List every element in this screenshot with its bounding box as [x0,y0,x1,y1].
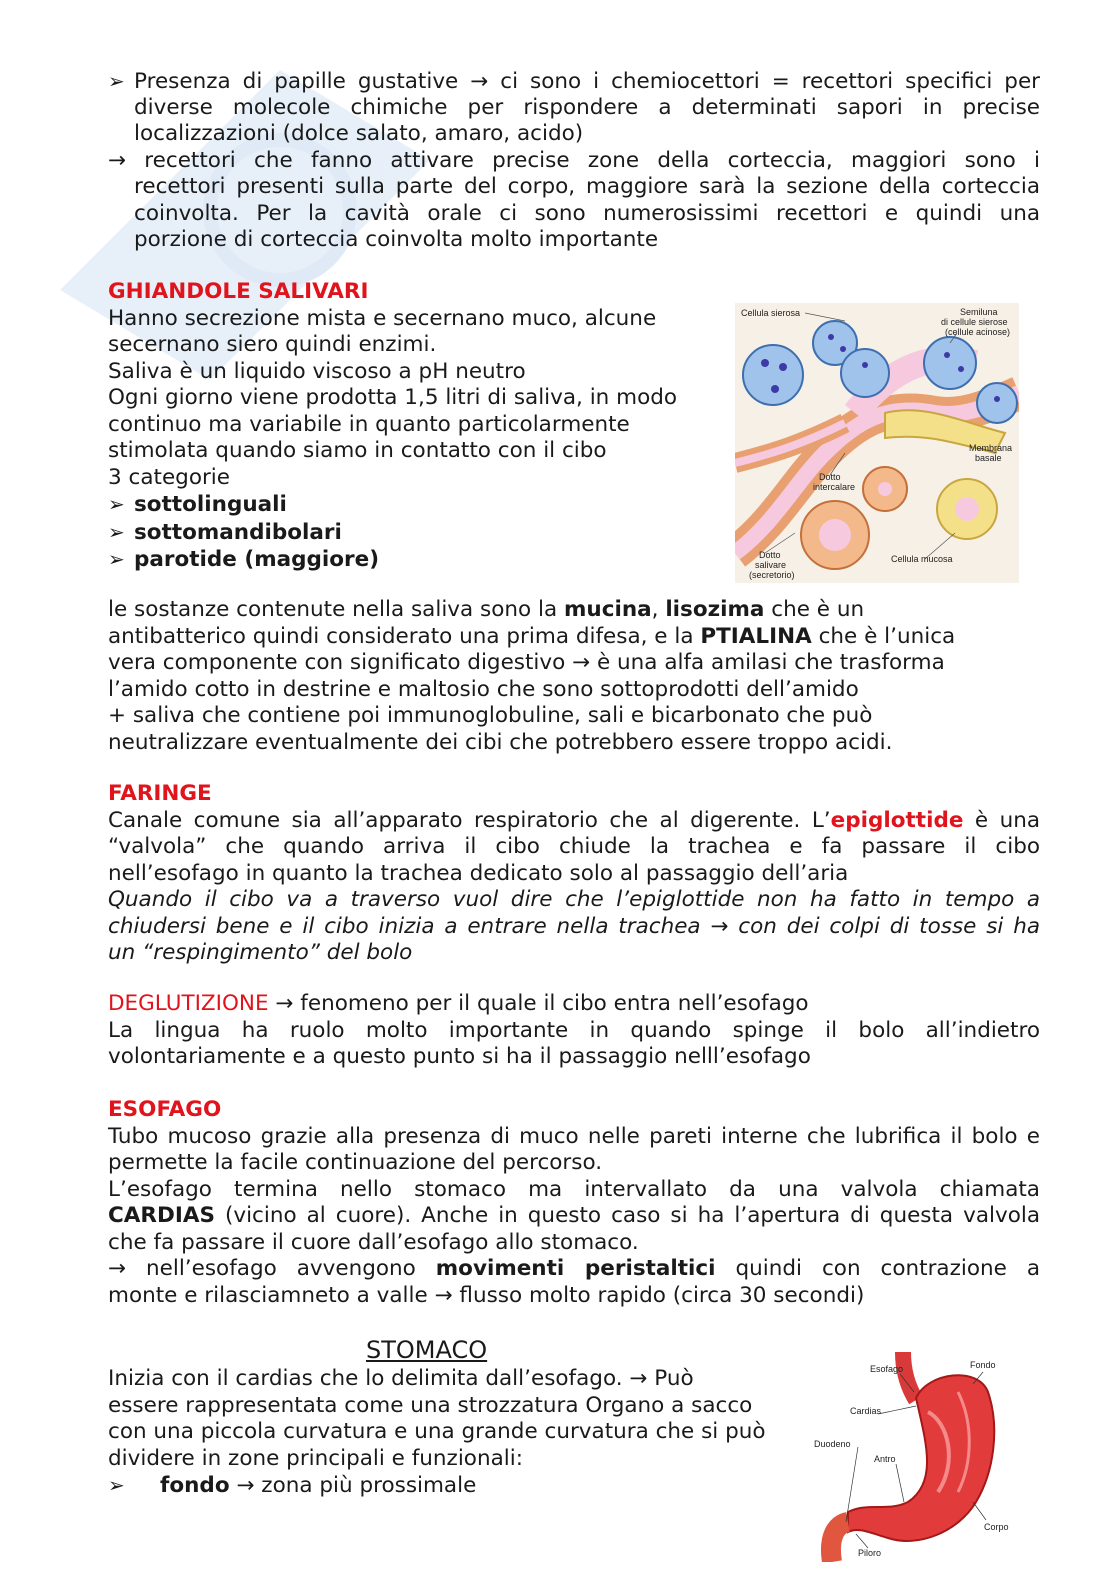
stomaco-section: STOMACO Inizia con il cardias che lo delimita dall’esofago. → Può essere rappresentata come una strozzatura Organo a sacco con una piccola curvatura e una grande curvatura che si può dividere in zone principali e funzionali: ➢ fondo → zona più prossimale [108,1334,798,1499]
arrow-icon: → [470,69,489,94]
svg-text:Membrana: Membrana [969,443,1013,453]
bullet-icon: ➢ [108,69,125,93]
svg-text:Semiluna: Semiluna [960,307,998,317]
svg-text:Cellula sierosa: Cellula sierosa [741,308,801,318]
sostanze-section: le sostanze contenute nella saliva sono la mucina, lisozima che è un antibatterico quindi considerato una prima difesa, e la PTIALINA che è l’unica vera componente con significato digestivo → è una alfa amilasi che trasforma l’amido cotto in destrine e maltosio che sono sottoprodotti dell’amido + saliva che contiene poi immunoglobuline, sali e bicarbonato che può neutralizzare eventualmente dei cibi che potrebbero essere troppo acidi. [108,597,956,755]
list-item: ➢ sottolinguali [108,492,287,517]
stomach-figure [808,1352,1020,1562]
bullet-icon: ➢ [108,492,125,516]
salivary-gland-figure [735,303,1019,583]
section-title: DEGLUTIZIONE [108,991,269,1016]
section-title: FARINGE [108,781,212,806]
svg-text:Antro: Antro [874,1454,896,1464]
arrow-icon: → [236,1473,255,1498]
svg-text:salivare: salivare [755,560,787,570]
arrow-icon: → [572,650,591,675]
arrow-icon: → [108,147,127,173]
svg-text:di cellule sierose: di cellule sierose [941,317,1008,327]
svg-text:Corpo: Corpo [984,1522,1009,1532]
svg-text:Piloro: Piloro [858,1548,882,1558]
papille-section: ➢ Presenza di papille gustative → ci sono i chemiocettori = recettori specifici per diverse molecole chimiche per rispondere a determinati sapori in precise localizzazioni (dolce salato, amaro, acido) → recettori che fanno attivare precise zone della corteccia, maggiori sono i recettori presenti sulla parte del corpo, maggiore sarà la sezione della corteccia coinvolta. Per la cavità orale ci sono numerosissimi recettori e quindi una porzione di corteccia coinvolta molto importante [108,69,1041,252]
svg-text:Dotto: Dotto [819,472,841,482]
svg-text:basale: basale [975,453,1002,463]
esofago-section: ESOFAGO Tubo mucoso grazie alla presenza di muco nelle pareti interne che lubrifica il bolo e permette la facile continuazione del percorso. L’esofago termina nello stomaco ma intervallato da una valvola chiamata CARDIAS (vicino al cuore). Anche in questo caso si ha l’apertura di questa valvola che fa passare il cuore dall’esofago allo stomaco. → nell’esofago avvengono movimenti peristaltici quindi con contrazione a monte e rilasciamneto a valle → flusso molto rapido (circa 30 secondi) [108,1097,1041,1308]
section-title: GHIANDOLE SALIVARI [108,279,369,304]
list-item: ➢ parotide (maggiore) [108,547,380,572]
arrow-icon: → [434,1282,453,1308]
svg-text:Duodeno: Duodeno [814,1439,851,1449]
arrow-icon: → [629,1366,648,1391]
list-item: ➢ fondo → zona più prossimale [108,1473,477,1498]
deglutizione-section: DEGLUTIZIONE → fenomeno per il quale il cibo entra nell’esofago La lingua ha ruolo molto importante in quando spinge il bolo all’indietro volontariamente e a questo punto si ha il passaggio nelll’esofago [108,991,1040,1069]
bullet-icon: ➢ [108,519,125,544]
section-title: ESOFAGO [108,1097,222,1122]
faringe-section: FARINGE Canale comune sia all’apparato respiratorio che al digerente. L’epiglottide è una “valvola” che quando arriva il cibo chiude la trachea e fa passare il cibo nell’esofago in quanto la trachea dedicato solo al passaggio dell’aria Quando il cibo va a traverso vuol dire che l’epiglottide non ha fatto in tempo a chiudersi bene e il cibo inizia a entrare nella trachea → con dei colpi di tosse si ha un “respingimento” del bolo [108,781,1041,965]
svg-text:(cellule acinose): (cellule acinose) [945,327,1011,337]
arrow-icon: → [275,991,294,1016]
svg-text:Fondo: Fondo [970,1360,996,1370]
bullet-icon: ➢ [108,547,125,571]
arrow-icon: → [710,913,729,939]
section-title: STOMACO [366,1336,488,1364]
svg-text:(secretorio): (secretorio) [749,570,795,580]
svg-text:Esofago: Esofago [870,1364,904,1374]
svg-text:Cellula mucosa: Cellula mucosa [891,554,953,564]
svg-text:Cardias: Cardias [850,1406,882,1416]
arrow-icon: → [108,1256,127,1281]
list-item: ➢ sottomandibolari [108,519,342,545]
bullet-icon: ➢ [108,1473,125,1497]
svg-text:intercalare: intercalare [813,482,856,492]
salivari-section: GHIANDOLE SALIVARI Hanno secrezione mista e secernano muco, alcune secernano siero quindi enzimi. Saliva è un liquido viscoso a pH neutro Ogni giorno viene prodotta 1,5 litri di saliva, in modo continuo ma variabile in quanto particolarmente stimolata quando siamo in contatto con il cibo 3 categorie ➢ sottolinguali ➢ sottomandibolari ➢ parotide (maggiore) [108,279,708,573]
svg-text:Dotto: Dotto [759,550,781,560]
